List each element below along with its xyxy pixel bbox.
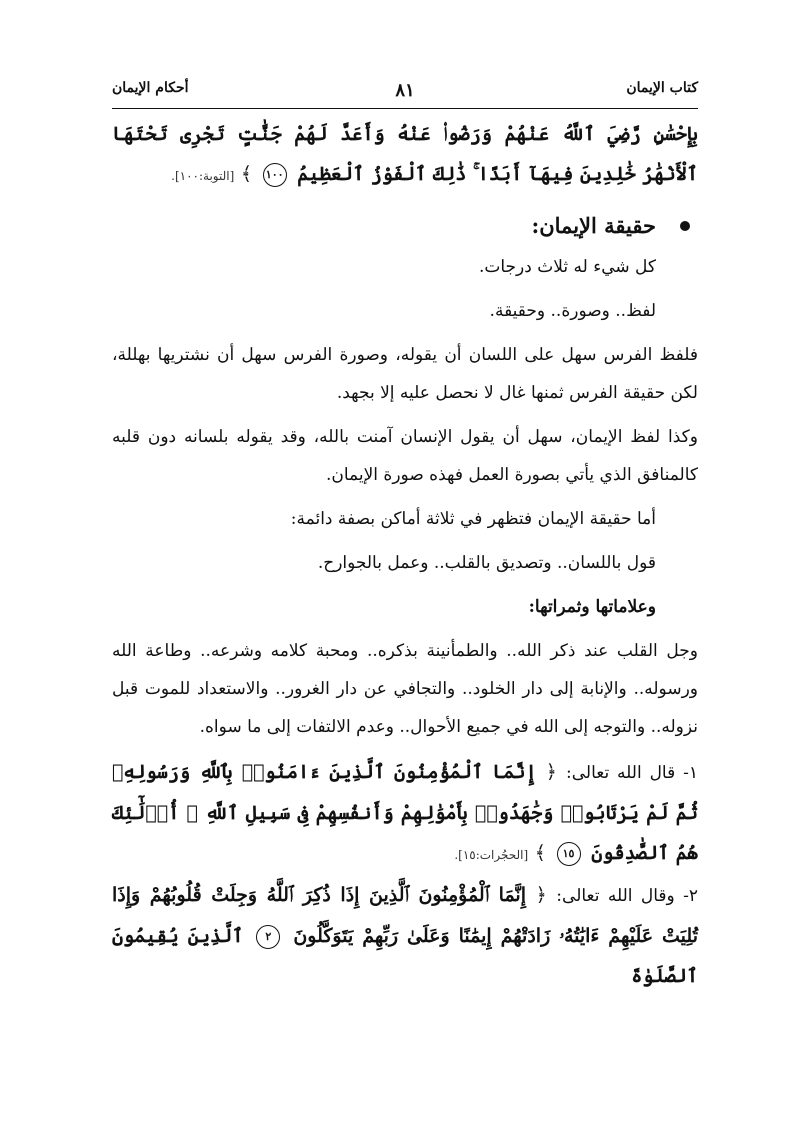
section-heading-text: حقيقة الإيمان:: [531, 213, 656, 238]
page-body: [112, 114, 698, 996]
page-number: ٨١: [395, 80, 415, 101]
verse-reference: [الحجُرات:١٥].: [454, 848, 529, 862]
paragraph-2: لفظ.. وصورة.. وحقيقة.: [489, 301, 656, 321]
paragraph-6: قول باللسان.. وتصديق بالقلب.. وعمل بالجوارح.: [317, 553, 656, 573]
verse-reference: [التوبة:١٠٠].: [171, 169, 235, 183]
paragraph-7: وجل القلب عند ذكر الله.. والطمأنينة بذكره.. ومحبة كلامه وشرعه.. وطاعة الله ورسوله.. والإنابة إلى دار الخلود.. والتجافي عن دار الغرور.. والاستعداد للموت قبل نزوله.. والتوجه إلى الله في جميع الأحوال.. وعدم الالتفات إلى ما سواه.: [112, 641, 698, 737]
verse-text: إِنَّمَا ٱلْمُؤْمِنُونَ ٱلَّذِينَ ءَامَنُوا۟ بِٱللَّهِ وَرَسُولِهِۦ ثُمَّ لَمْ يَرْتَابُوا۟ وَجَٰهَدُوا۟ بِأَمْوَٰلِهِمْ وَأَنفُسِهِمْ فِى سَبِيلِ ٱللَّهِ ۚ أُو۟لَٰٓئِكَ هُمُ ٱلصَّٰدِقُونَ: [112, 761, 698, 864]
verse-close-ornament: ﴾: [534, 842, 546, 864]
header-divider: [112, 108, 698, 109]
bullet-icon: [680, 221, 690, 231]
section-heading: [112, 204, 698, 248]
verse-text: إِنَّمَا ٱلْمُؤْمِنُونَ ٱلَّذِينَ إِذَا ذُكِرَ ٱللَّهُ وَجِلَتْ قُلُوبُهُمْ وَإِذَا تُلِيَتْ عَلَيْهِمْ ءَايَٰتُهُۥ زَادَتْهُمْ إِيمَٰنًا وَعَلَىٰ رَبِّهِمْ يَتَوَكَّلُونَ: [112, 884, 698, 947]
item-prefix: ٢- وقال الله تعالى:: [556, 886, 698, 906]
verse-open-ornament: ﴿: [535, 884, 547, 906]
chapter-title: كتاب الإيمان: [626, 80, 698, 96]
list-item: [112, 875, 698, 996]
item-prefix: ١- قال الله تعالى:: [566, 763, 698, 783]
ayah-number-marker: ٢: [256, 925, 280, 949]
subheading: وعلاماتها وثمراتها:: [528, 597, 656, 617]
verse-open-ornament: ﴿: [545, 761, 557, 783]
paragraph-5: أما حقيقة الإيمان فتظهر في ثلاثة أماكن بصفة دائمة:: [290, 509, 656, 529]
verse-text: بِإِحْسَٰنٍ رَّضِيَ ٱللَّهُ عَنْهُمْ وَرَضُوا۟ عَنْهُ وَأَعَدَّ لَهُمْ جَنَّٰتٍ تَجْرِى تَحْتَهَا ٱلْأَنْهَٰرُ خَٰلِدِينَ فِيهَآ أَبَدًا ۚ ذَٰلِكَ ٱلْفَوْزُ ٱلْعَظِيمُ: [112, 123, 698, 185]
page-header: [112, 80, 698, 106]
paragraph-4: وكذا لفظ الإيمان، سهل أن يقول الإنسان آمنت بالله، وقد يقوله بلسانه دون قلبه كالمنافق الذي يأتي بصورة العمل فهذه صورة الإيمان.: [112, 427, 698, 485]
verse-text-continued: ٱلَّذِينَ يُقِيمُونَ ٱلصَّلَوٰةَ: [112, 925, 698, 987]
verse-top: [112, 114, 698, 196]
ayah-number-marker: ١٠٠: [263, 163, 287, 187]
verse-close-ornament: ﴾: [240, 163, 253, 185]
paragraph-1: كل شيء له ثلاث درجات.: [478, 257, 656, 277]
list-item: [112, 752, 698, 875]
paragraph-3: فلفظ الفرس سهل على اللسان أن يقوله، وصورة الفرس سهل أن نشتريها بهللة، لكن حقيقة الفرس ثمنها غال لا نحصل عليه إلا بجهد.: [112, 345, 698, 403]
ayah-number-marker: ١٥: [557, 842, 581, 866]
book-title: أحكام الإيمان: [112, 80, 189, 96]
